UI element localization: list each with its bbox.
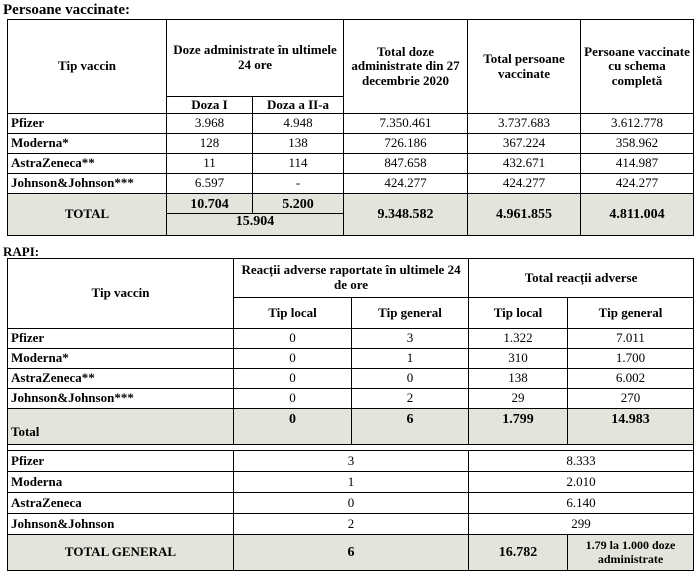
total-doses-value: 847.658 <box>344 154 468 174</box>
dose-2-value: 138 <box>253 134 344 154</box>
local-total-value: 29 <box>469 389 568 409</box>
general-24h-value: 3 <box>352 329 469 349</box>
general-total-value: 270 <box>568 389 694 409</box>
header-complete-schedule: Persoane vaccinate cu schema completă <box>581 20 694 114</box>
rate-per-1000-doses: 1.79 la 1.000 doze administrate <box>568 535 694 571</box>
vaccine-name: Pfizer <box>8 114 167 134</box>
vaccine-name: AstraZeneca** <box>8 369 234 389</box>
vaccine-name: AstraZeneca <box>8 493 234 514</box>
section-title-rapi: RAPI: <box>3 244 40 259</box>
complete-value: 3.612.778 <box>581 114 694 134</box>
adverse-24h-sum: 2 <box>234 514 469 535</box>
vaccine-name: Moderna <box>8 472 234 493</box>
local-24h-value: 0 <box>234 369 352 389</box>
total-persons-sum: 4.961.855 <box>468 194 581 236</box>
adverse-total-sum: 2.010 <box>469 472 694 493</box>
local-24h-value: 0 <box>234 329 352 349</box>
complete-value: 424.277 <box>581 174 694 194</box>
complete-value: 358.962 <box>581 134 694 154</box>
header-total-persons: Total persoane vaccinate <box>468 20 581 114</box>
dose-1-value: 128 <box>167 134 253 154</box>
general-24h-value: 0 <box>352 369 469 389</box>
total-general-24h: 6 <box>352 409 469 445</box>
general-total-value: 6.002 <box>568 369 694 389</box>
grand-total-24h: 6 <box>234 535 469 571</box>
header-general-total: Tip general <box>568 298 694 329</box>
section-title-vaccinated: Persoane vaccinate: <box>3 2 131 18</box>
vaccine-name: AstraZeneca** <box>8 154 167 174</box>
local-total-value: 138 <box>469 369 568 389</box>
vaccine-name: Moderna* <box>8 134 167 154</box>
header-adverse-total: Total reacții adverse <box>469 259 694 298</box>
header-total-doses: Total doze administrate din 27 decembrie 2020 <box>344 20 468 114</box>
general-24h-value: 1 <box>352 349 469 369</box>
table-row <box>8 349 694 369</box>
adverse-total-sum: 299 <box>469 514 694 535</box>
local-24h-value: 0 <box>234 349 352 369</box>
total-row <box>8 409 694 445</box>
dose-2-value: - <box>253 174 344 194</box>
adverse-24h-sum: 3 <box>234 451 469 472</box>
header-dose-2: Doza a II-a <box>253 97 344 114</box>
total-general-all: 14.983 <box>568 409 694 445</box>
general-total-value: 7.011 <box>568 329 694 349</box>
general-total-value: 1.700 <box>568 349 694 369</box>
adverse-total-sum: 8.333 <box>469 451 694 472</box>
total-label: Total <box>8 409 234 445</box>
total-local-all: 1.799 <box>469 409 568 445</box>
table-row <box>8 369 694 389</box>
table-row <box>8 134 694 154</box>
total-doses-value: 424.277 <box>344 174 468 194</box>
local-total-value: 1.322 <box>469 329 568 349</box>
adverse-total-sum: 6.140 <box>469 493 694 514</box>
table-row <box>8 329 694 349</box>
header-local-24h: Tip local <box>234 298 352 329</box>
vaccine-name: Johnson&Johnson*** <box>8 174 167 194</box>
vaccine-name: Johnson&Johnson <box>8 514 234 535</box>
total-doses-value: 7.350.461 <box>344 114 468 134</box>
table-row <box>8 472 694 493</box>
header-local-total: Tip local <box>469 298 568 329</box>
header-vaccine-type: Tip vaccin <box>8 20 167 114</box>
total-dose-1: 10.704 <box>167 194 253 214</box>
general-24h-value: 2 <box>352 389 469 409</box>
dose-1-value: 6.597 <box>167 174 253 194</box>
table-row <box>8 514 694 535</box>
total-row <box>8 194 694 214</box>
table-row <box>8 389 694 409</box>
total-persons-value: 432.671 <box>468 154 581 174</box>
dose-1-value: 11 <box>167 154 253 174</box>
grand-total-all: 16.782 <box>469 535 568 571</box>
table-row <box>8 174 694 194</box>
grand-total-label: TOTAL GENERAL <box>8 535 234 571</box>
vaccinated-table <box>7 19 694 236</box>
total-local-24h: 0 <box>234 409 352 445</box>
header-vaccine-type: Tip vaccin <box>8 259 234 329</box>
total-dose-2: 5.200 <box>253 194 344 214</box>
local-24h-value: 0 <box>234 389 352 409</box>
dose-2-value: 4.948 <box>253 114 344 134</box>
total-doses-value: 726.186 <box>344 134 468 154</box>
table-row <box>8 114 694 134</box>
total-doses-24h-sum: 15.904 <box>167 214 344 236</box>
vaccine-name: Pfizer <box>8 329 234 349</box>
total-persons-value: 367.224 <box>468 134 581 154</box>
total-persons-value: 3.737.683 <box>468 114 581 134</box>
table-row <box>8 451 694 472</box>
header-general-24h: Tip general <box>352 298 469 329</box>
complete-value: 414.987 <box>581 154 694 174</box>
header-doses-24h: Doze administrate în ultimele 24 ore <box>167 20 344 97</box>
local-total-value: 310 <box>469 349 568 369</box>
vaccine-name: Johnson&Johnson*** <box>8 389 234 409</box>
vaccine-name: Moderna* <box>8 349 234 369</box>
total-persons-value: 424.277 <box>468 174 581 194</box>
total-complete-sum: 4.811.004 <box>581 194 694 236</box>
dose-1-value: 3.968 <box>167 114 253 134</box>
table-row <box>8 154 694 174</box>
header-dose-1: Doza I <box>167 97 253 114</box>
dose-2-value: 114 <box>253 154 344 174</box>
header-adverse-24h: Reacții adverse raportate în ultimele 24 de ore <box>234 259 469 298</box>
grand-total-row <box>8 535 694 571</box>
total-doses-sum: 9.348.582 <box>344 194 468 236</box>
adverse-24h-sum: 0 <box>234 493 469 514</box>
total-label: TOTAL <box>8 194 167 236</box>
vaccine-name: Pfizer <box>8 451 234 472</box>
adverse-24h-sum: 1 <box>234 472 469 493</box>
table-row <box>8 493 694 514</box>
adverse-reactions-table <box>7 258 694 571</box>
